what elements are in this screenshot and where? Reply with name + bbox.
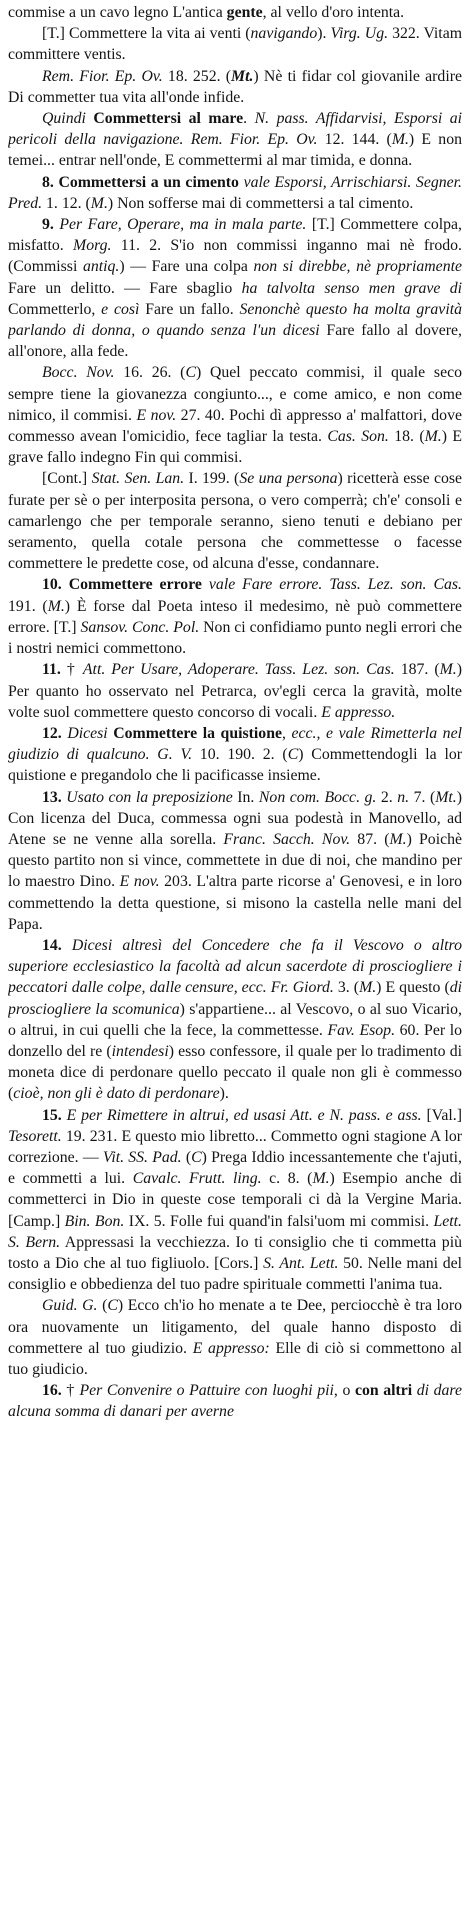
paragraph-commettersi-al-mare: Quindi Commettersi al mare. N. pass. Affidarvisi, Esporsi ai pericoli della navigazione. Rem. Fior. Ep. Ov. 12. 144. (M.) E non temei... entrar nell'onde, E commettermi al mar timida, e donna. <box>8 110 462 170</box>
paragraph-bocc-examples: Bocc. Nov. 16. 26. (C) Quel peccato commisi, il quale seco sempre tiene la giovanezza congiunto..., e come amico, e non come nimico, il commisi. E nov. 27. 40. Pochi dì appresso a' malfattori, dove commesso avean l'omicidio, fece tagliar la testa. Cas. Son. 18. (M.) E grave fallo indegno Fin qui commisi. <box>8 364 462 467</box>
sense-11: 11. † Att. Per Usare, Adoperare. Tass. Lez. son. Cas. 187. (M.) Per quanto ho osservato nel Petrarca, ov'egli cerca la gravità, molte volte suol commettere questo concorso di vocali. E appresso. <box>8 661 462 721</box>
paragraph-virgil-example: [T.] Commettere la vita ai venti (navigando). Virg. Ug. 322. Vitam committere ventis. <box>8 25 462 64</box>
sense-8: 8. Commettersi a un cimento vale Esporsi, Arrischiarsi. Segner. Pred. 1. 12. (M.) Non sofferse mai di commettersi a tal cimento. <box>8 173 462 212</box>
paragraph-rem-fior-example: Rem. Fior. Ep. Ov. 18. 252. (Mt.) Nè ti fidar col giovanile ardire Di commetter tua vita all'onde infide. <box>8 67 462 106</box>
sense-12: 12. Dicesi Commettere la quistione, ecc., e vale Rimetterla nel giudizio di qualcuno. G. V. 10. 190. 2. (C) Commettendogli la lor quistione e pregandolo che li pacificasse insieme. <box>8 724 462 785</box>
sense-14: 14. Dicesi altresì del Concedere che fa il Vescovo o altro superiore ecclesiastico la facoltà ad alcun sacerdote di prosciogliere i peccatori dalle colpe, dalle censure, ecc. Fr. Giord. 3. (M.) E questo (di prosciogliere la scomunica) s'appartiene... al Vescovo, o al suo Vicario, o altrui, in cui quelli che la fece, la commettesse. Fav. Esop. 60. Per lo donzello del re (intendesi) esso confessore, il quale per lo tradimento di moneta dice di perdonare quello peccato il quale non gli è commesso (cioè, non gli è dato di perdonare). <box>8 936 462 1103</box>
sense-9: 9. Per Fare, Operare, ma in mala parte. [T.] Commettere colpa, misfatto. Morg. 11. 2. S'io non commissi inganno mai nè frodo. (Commissi antiq.) — Fare una colpa non si direbbe, nè propriamente Fare un delitto. — Fare sbaglio ha talvolta senso men grave di Commetterlo, e così Fare un fallo. Senonchè questo ha molta gravità parlando di donna, o quando senza l'un dicesi Fare fallo al dovere, all'onore, alla fede. <box>8 216 462 361</box>
paragraph-stat-sen-lan: [Cont.] Stat. Sen. Lan. I. 199. (Se una persona) ricetterà esse cose furate per sè o per interposita persona, o vero comperrà; ch'e' consoli e camarlengo che per temporale seranno, sieno tenuti e debiano per seramento, quella cotale persona che commettesse o facesse commettere le predette cose, od alcuna d'esse, condannare. <box>8 470 462 573</box>
paragraph-guid-g-example: Guid. G. (C) Ecco ch'io ho menate a te Dee, perciocchè è tra loro ora nuovamente un litigamento, del quale hanno disposto di commettere al tuo giudizio. E appresso: Elle di ciò si commettono al tuo giudicio. <box>8 1297 462 1378</box>
dictionary-page-column <box>8 2 462 1902</box>
paragraph-continuation: commise a un cavo legno L'antica gente, al vello d'oro intenta. <box>8 4 405 21</box>
sense-10: 10. Commettere errore vale Fare errore. Tass. Lez. son. Cas. 191. (M.) È forse dal Poeta inteso il medesimo, nè può commettere errore. [T.] Sansov. Conc. Pol. Non ci confidiamo punto negli errori che i nostri nemici commettono. <box>8 576 462 658</box>
sense-13: 13. Usato con la preposizione In. Non com. Bocc. g. 2. n. 7. (Mt.) Con licenza del Duca, commessa ogni sua podestà in Manovello, ad Atene se ne venne alla sorella. Franc. Sacch. Nov. 87. (M.) Poichè questo partito non si vince, commettete in due di noi, che mandino per lo maestro Dino. E nov. 203. L'altra parte ricorse a' Genovesi, e in loro commettendo la detta questione, si misono la castella nelle mani del Papa. <box>8 788 462 933</box>
sense-16: 16. † Per Convenire o Pattuire con luoghi pii, o con altri di dare alcuna somma di danari per averne <box>8 1382 462 1421</box>
sense-15: 15. E per Rimettere in altrui, ed usasi Att. e N. pass. e ass. [Val.] Tesorett. 19. 231. E questo mio libretto... Commetto ogni stagione A lor correzione. — Vit. SS. Pad. (C) Prega Iddio incessantemente che t'ajuti, e commetti a lui. Cavalc. Frutt. ling. c. 8. (M.) Esempio anche di commetterci in Dio in queste cose temporali ci dà la Vergine Maria. [Camp.] Bin. Bon. IX. 5. Folle fui quand'in falsi'uom mi commisi. Lett. S. Bern. Appressasi la vecchiezza. Io ti consiglio che ti commetta più tosto a Dio che al tuo figliuolo. [Cors.] S. Ant. Lett. 50. Nelle mani del consiglio e obbedienza del tuo padre spirituale commetti l'anima tua. <box>8 1106 462 1294</box>
